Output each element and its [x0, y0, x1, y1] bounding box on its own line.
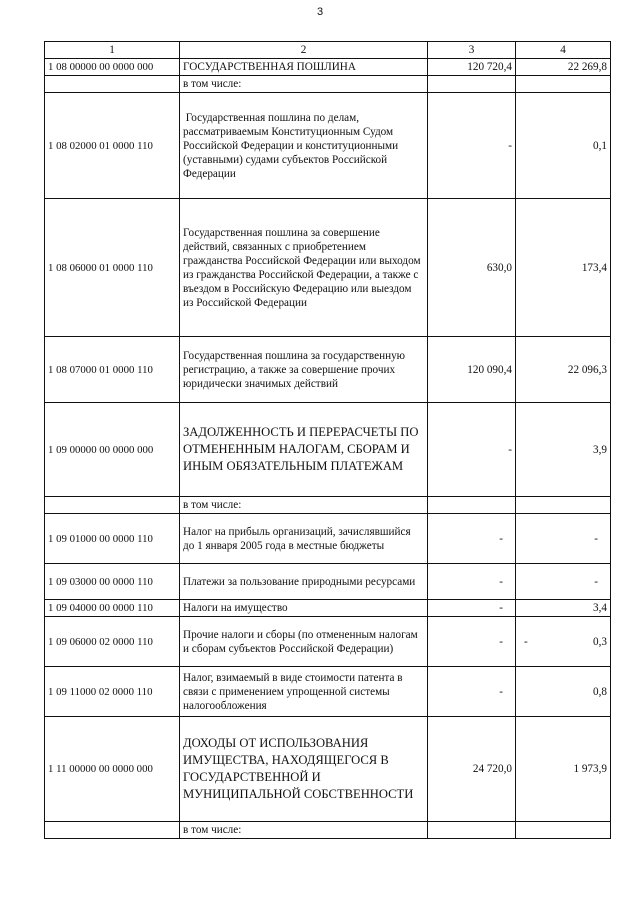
table-row [45, 403, 611, 497]
budget-code: 1 09 11000 02 0000 110 [45, 667, 180, 717]
budget-code: 1 08 07000 01 0000 110 [45, 337, 180, 403]
budget-code: 1 08 06000 01 0000 110 [45, 199, 180, 337]
column-header: 1 [45, 42, 180, 59]
column-4-value: 22 096,3 [516, 337, 611, 403]
column-header: 2 [180, 42, 428, 59]
column-4-value: 0,3 [593, 635, 607, 648]
table-row [45, 76, 611, 93]
table-row [45, 497, 611, 514]
row-description: ДОХОДЫ ОТ ИСПОЛЬЗОВАНИЯ ИМУЩЕСТВА, НАХОДЯЩЕГОСЯ В ГОСУДАРСТВЕННОЙ И МУНИЦИПАЛЬНОЙ СОБСТВЕННОСТИ [180, 717, 428, 822]
budget-code: 1 09 06000 02 0000 110 [45, 617, 180, 667]
column-4-value: 0,8 [516, 667, 611, 717]
budget-code: 1 09 00000 00 0000 000 [45, 403, 180, 497]
table-row [45, 617, 611, 667]
column-3-value: - [428, 564, 516, 600]
row-description: Налог на прибыль организаций, зачислявшийся до 1 января 2005 года в местные бюджеты [180, 514, 428, 564]
column-3-value: - [428, 93, 516, 199]
budget-code: 1 08 02000 01 0000 110 [45, 93, 180, 199]
table-row [45, 822, 611, 839]
column-4-value: 1 973,9 [516, 717, 611, 822]
budget-code: 1 09 03000 00 0000 110 [45, 564, 180, 600]
row-description: ЗАДОЛЖЕННОСТЬ И ПЕРЕРАСЧЕТЫ ПО ОТМЕНЕННЫМ НАЛОГАМ, СБОРАМ И ИНЫМ ОБЯЗАТЕЛЬНЫМ ПЛАТЕЖАМ [180, 403, 428, 497]
column-4-value: 22 269,8 [516, 59, 611, 76]
column-3-value: - [428, 667, 516, 717]
column-3-value: - [428, 617, 516, 667]
budget-code: 1 11 00000 00 0000 000 [45, 717, 180, 822]
row-description: в том числе: [180, 822, 428, 839]
row-description: Прочие налоги и сборы (по отмененным налогам и сборам субъектов Российской Федерации) [180, 617, 428, 667]
column-3-value: - [428, 403, 516, 497]
row-description: в том числе: [180, 497, 428, 514]
budget-code [45, 822, 180, 839]
page-number: 3 [316, 6, 324, 18]
column-4-value: 0,1 [516, 93, 611, 199]
row-description: в том числе: [180, 76, 428, 93]
row-description: Платежи за пользование природными ресурсами [180, 564, 428, 600]
table-row [45, 93, 611, 199]
column-4-value: - [516, 564, 611, 600]
table-row [45, 514, 611, 564]
column-3-value: 120 720,4 [428, 59, 516, 76]
table-row [45, 600, 611, 617]
budget-code [45, 76, 180, 93]
column-4-value-cell [516, 617, 611, 667]
column-3-value [428, 76, 516, 93]
budget-code [45, 497, 180, 514]
column-header: 3 [428, 42, 516, 59]
table-row [45, 667, 611, 717]
column-4-value [516, 76, 611, 93]
row-description: Налог, взимаемый в виде стоимости патента в связи с применением упрощенной системы налогообложения [180, 667, 428, 717]
table-row [45, 337, 611, 403]
row-description: ГОСУДАРСТВЕННАЯ ПОШЛИНА [180, 59, 428, 76]
table-header-row [45, 42, 611, 59]
column-4-value [516, 497, 611, 514]
column-4-value: - [516, 514, 611, 564]
column-3-value [428, 822, 516, 839]
column-4-value: 3,4 [516, 600, 611, 617]
column-3-value [428, 497, 516, 514]
table-row [45, 564, 611, 600]
revenue-table [44, 41, 611, 839]
column-3-value: 24 720,0 [428, 717, 516, 822]
row-description: Государственная пошлина за совершение действий, связанных с приобретением гражданства Российской Федерации или выходом из гражданства Российской Федерации, а также с въездом в Российскую Федерацию или выездом из Российской Федерации [180, 199, 428, 337]
row-description: Государственная пошлина за государственную регистрацию, а также за совершение прочих юридически значимых действий [180, 337, 428, 403]
column-4-value [516, 822, 611, 839]
column-3-value: 630,0 [428, 199, 516, 337]
table-row [45, 59, 611, 76]
budget-code: 1 09 01000 00 0000 110 [45, 514, 180, 564]
column-3-value: - [428, 514, 516, 564]
row-description: Государственная пошлина по делам, рассматриваемым Конституционным Судом Российской Федерации и конституционными (уставными) судами субъектов Российской Федерации [180, 93, 428, 199]
column-3-value: - [428, 600, 516, 617]
column-4-value: 173,4 [516, 199, 611, 337]
column-3-value: 120 090,4 [428, 337, 516, 403]
table-row [45, 199, 611, 337]
column-4-prefix-mark: - [524, 635, 528, 648]
budget-code: 1 08 00000 00 0000 000 [45, 59, 180, 76]
row-description: Налоги на имущество [180, 600, 428, 617]
table-row [45, 717, 611, 822]
column-4-value: 3,9 [516, 403, 611, 497]
budget-code: 1 09 04000 00 0000 110 [45, 600, 180, 617]
column-header: 4 [516, 42, 611, 59]
